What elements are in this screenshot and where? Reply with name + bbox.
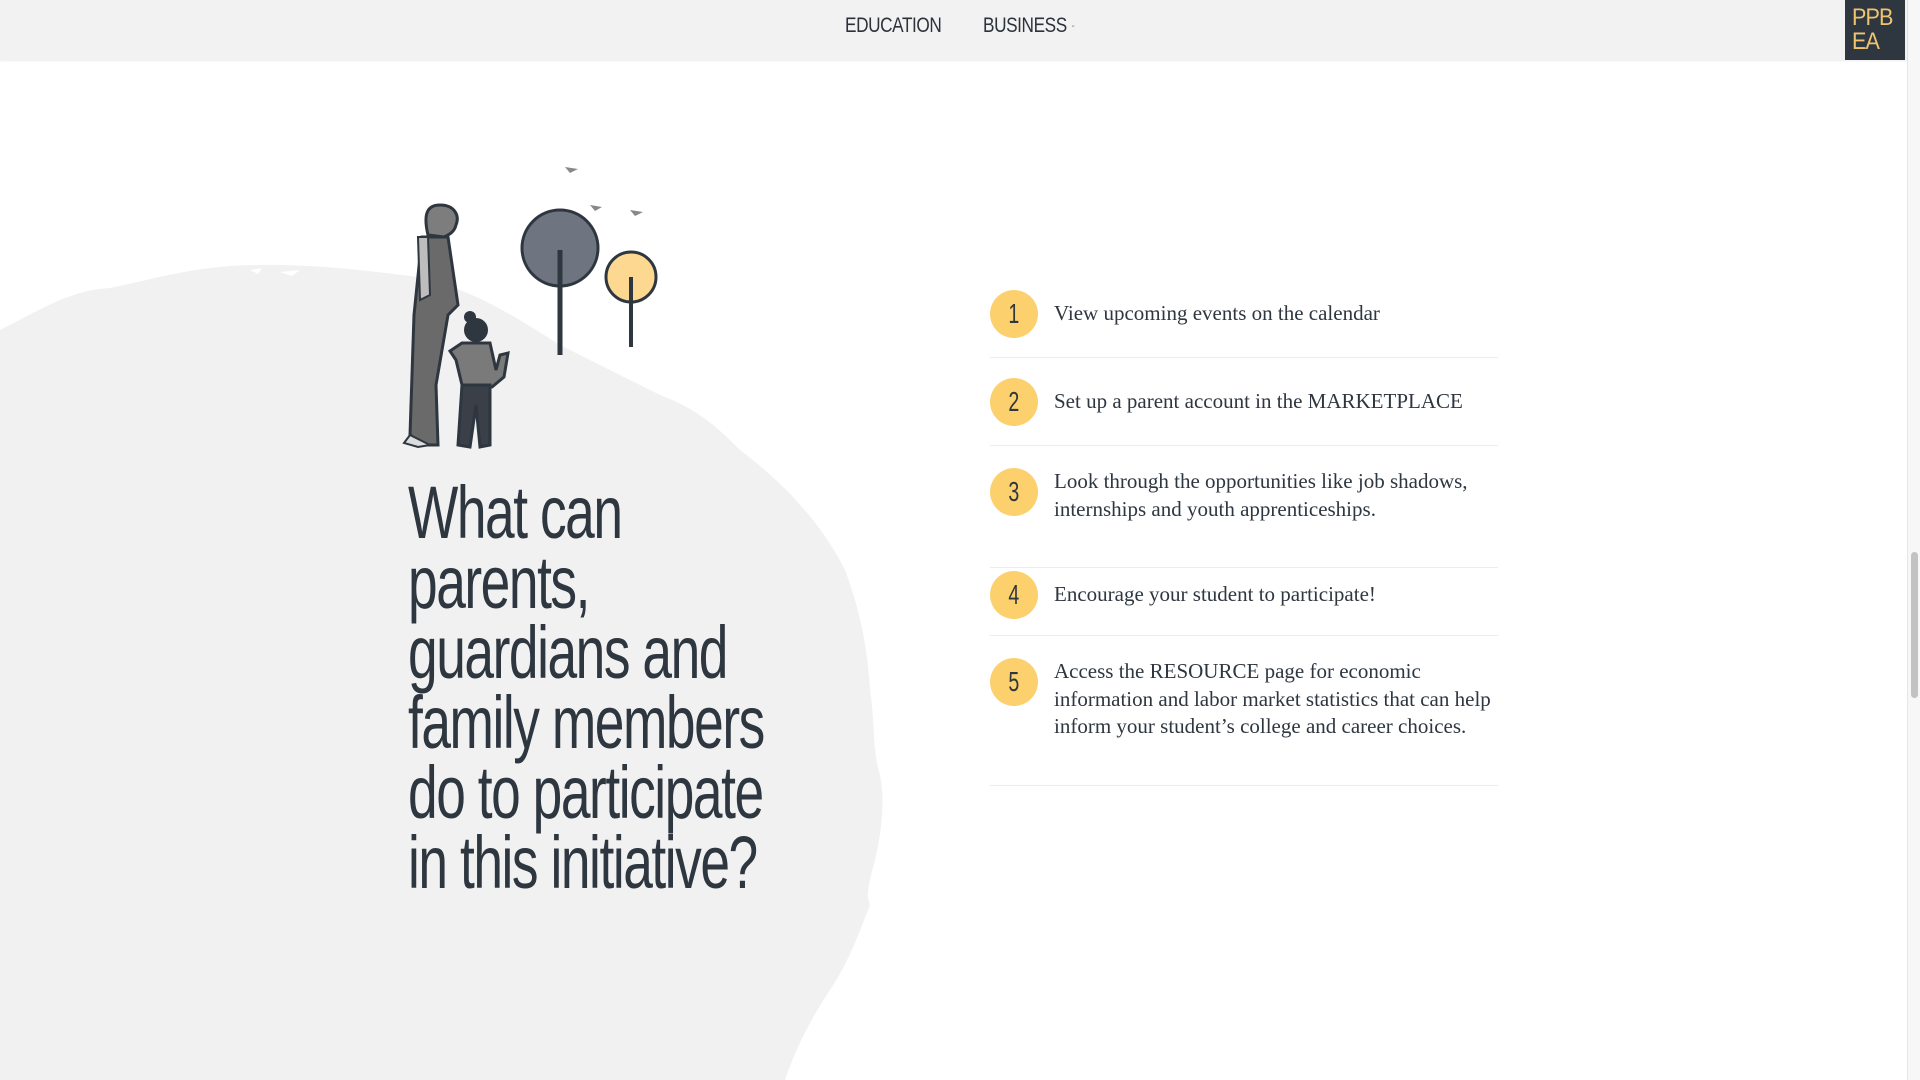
site-logo[interactable] — [1845, 0, 1905, 60]
main-nav — [845, 14, 1095, 38]
step-number: 2 — [1008, 386, 1020, 417]
tree-icon — [606, 252, 656, 347]
logo-line-2: EA — [1852, 28, 1880, 55]
list-item — [990, 636, 1498, 786]
step-number-badge — [990, 571, 1038, 619]
list-item — [990, 358, 1498, 446]
step-number: 3 — [1008, 476, 1020, 507]
step-number-badge — [990, 658, 1038, 706]
nav-education-label: EDUCATION — [845, 14, 942, 37]
list-item — [990, 270, 1498, 358]
bird-icon — [590, 205, 602, 211]
parent-child-illustration — [400, 155, 680, 455]
scrollbar-thumb[interactable] — [1911, 552, 1918, 698]
chevron-down-icon — [1072, 19, 1075, 33]
scrollbar[interactable] — [1907, 0, 1920, 1080]
step-text: Access the RESOURCE page for economic information and labor market statistics that can help inform your student’s college and career choices. — [1054, 659, 1491, 738]
logo-line-1: PPB — [1852, 4, 1893, 31]
step-number-badge — [990, 378, 1038, 426]
section-heading: What can parents, guardians and family members do to participate in this initiative? — [408, 471, 764, 904]
step-number-badge — [990, 468, 1038, 516]
step-text: Look through the opportunities like job shadows, internships and youth apprenticeships. — [1054, 469, 1468, 521]
bird-icon — [565, 167, 578, 173]
step-number: 4 — [1008, 579, 1020, 610]
step-text: Encourage your student to participate! — [1054, 582, 1376, 606]
steps-list — [990, 270, 1498, 786]
step-number-badge — [990, 290, 1038, 338]
step-text: Set up a parent account in the MARKETPLACE — [1054, 389, 1463, 413]
tree-icon — [522, 210, 598, 355]
list-item — [990, 446, 1498, 568]
nav-education[interactable] — [845, 14, 942, 38]
nav-business-label: BUSINESS — [983, 14, 1067, 37]
bird-icon — [630, 210, 643, 216]
step-number: 5 — [1008, 666, 1020, 697]
nav-business[interactable] — [983, 14, 1075, 38]
list-item — [990, 568, 1498, 636]
top-navigation-bar — [0, 0, 1907, 60]
step-number: 1 — [1008, 298, 1020, 329]
step-text: View upcoming events on the calendar — [1054, 301, 1380, 325]
